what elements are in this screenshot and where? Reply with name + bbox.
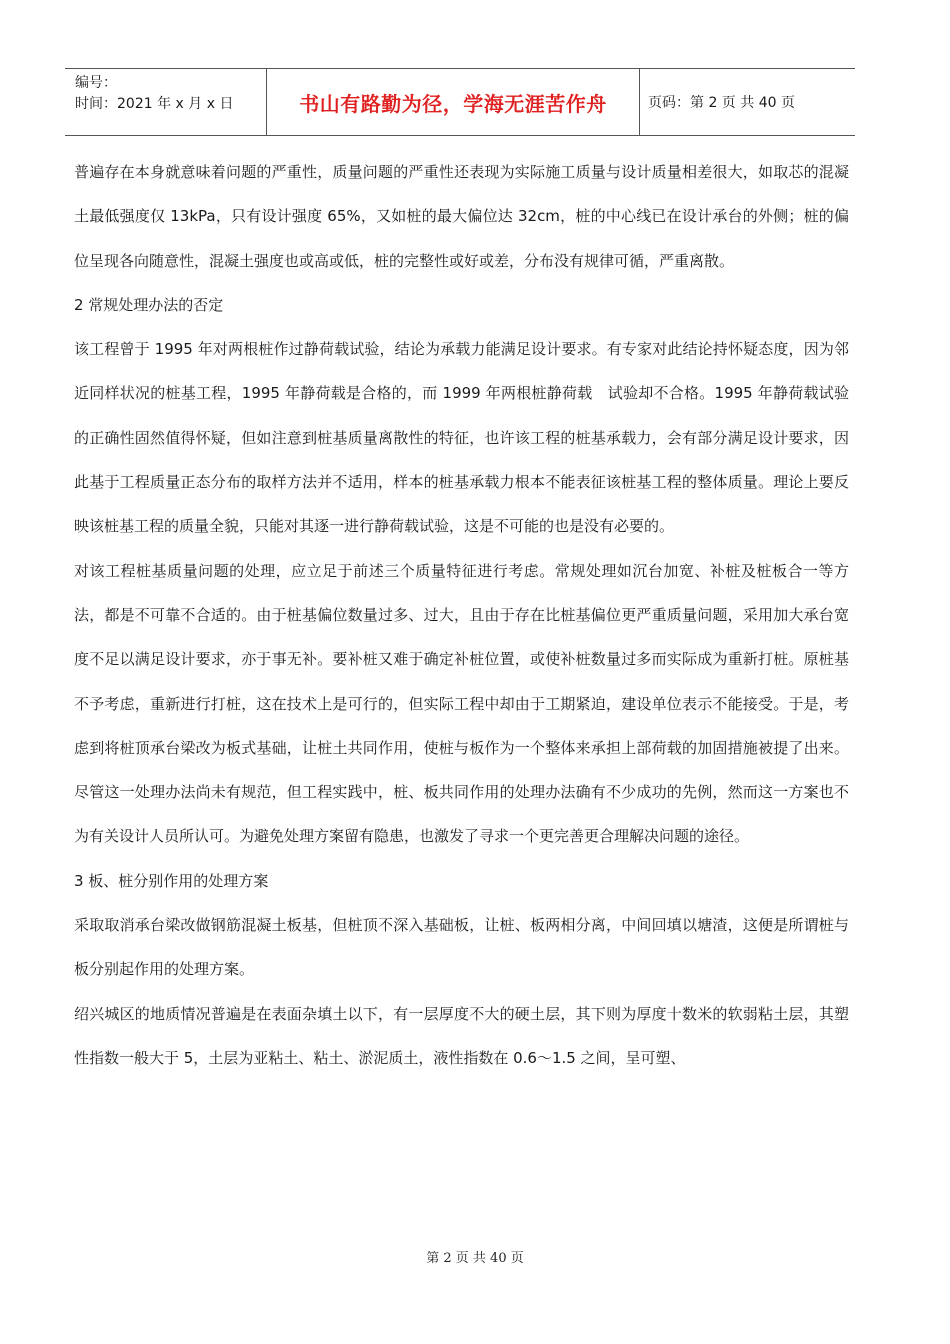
page-footer (0, 1247, 950, 1266)
body-paragraph: 该工程曾于 1995 年对两根桩作过静荷载试验，结论为承载力能满足设计要求。有专家对此结论持怀疑态度，因为邻近同样状况的桩基工程，1995 年静荷载是合格的，而 1999 年两根桩静荷载 试验却不合格。1995 年静荷载试验的正确性固然值得怀疑，但如注意到桩基质量离散性的特征，也许该工程的桩基承载力，会有部分满足设计要求，因此基于工程质量正态分布的取样方法并不适用，样本的桩基承载力根本不能表征该桩基工程的整体质量。理论上要反映该桩基工程的质量全貌，只能对其逐一进行静荷载试验，这是不可能的也是没有必要的。 (74, 340, 849, 536)
motto-text: 书山有路勤为径，学海无涯苦作舟 (299, 91, 607, 116)
body-paragraph: 对该工程桩基质量问题的处理，应立足于前述三个质量特征进行考虑。常规处理如沉台加宽、补桩及桩板合一等方法，都是不可靠不合适的。由于桩基偏位数量过多、过大，且由于存在比桩基偏位更严重质量问题，采用加大承台宽度不足以满足设计要求，亦于事无补。要补桩又难于确定补桩位置，或使补桩数量过多而实际成为重新打桩。原桩基不予考虑，重新进行打桩，这在技术上是可行的，但实际工程中却由于工期紧迫，建设单位表示不能接受。于是，考虑到将桩顶承台梁改为板式基础，让桩土共同作用，使桩与板作为一个整体来承担上部荷载的加固措施被提了出来。尽管这一处理办法尚未有规范，但工程实践中，桩、板共同作用的处理办法确有不少成功的先例，然而这一方案也不为有关设计人员所认可。为避免处理方案留有隐患，也激发了寻求一个更完善更合理解决问题的途径。 (74, 561, 849, 846)
document-body (74, 150, 849, 1080)
document-time: 时间：2021 年 x 月 x 日 (75, 96, 234, 112)
body-paragraph: 绍兴城区的地质情况普遍是在表面杂填土以下，有一层厚度不大的硬土层，其下则为厚度十数米的软弱粘土层，其塑性指数一般大于 5，土层为亚粘土、粘土、淤泥质土，液性指数在 0.6～1.5 之间，呈可塑、 (74, 1004, 849, 1067)
document-number: 编号： (75, 75, 117, 91)
header-motto (266, 69, 640, 135)
section-heading: 2 常规处理办法的否定 (74, 295, 224, 314)
header-meta (65, 69, 266, 135)
body-paragraph: 采取取消承台梁改做钢筋混凝土板基，但桩顶不深入基础板，让桩、板两相分离，中间回填以塘渣，这便是所谓桩与板分别起作用的处理方案。 (74, 916, 849, 979)
header-page-info (640, 69, 855, 135)
document-header (65, 68, 855, 136)
footer-page-number: 第 2 页 共 40 页 (426, 1251, 524, 1266)
page-label: 页码：第 2 页 共 40 页 (648, 95, 795, 111)
section-heading: 3 板、桩分别作用的处理方案 (74, 871, 269, 890)
body-paragraph: 普遍存在本身就意味着问题的严重性，质量问题的严重性还表现为实际施工质量与设计质量相差很大，如取芯的混凝土最低强度仅 13kPa，只有设计强度 65%，又如桩的最大偏位达 32cm，桩的中心线已在设计承台的外侧；桩的偏位呈现各向随意性，混凝土强度也或高或低，桩的完整性或好或差，分布没有规律可循，严重离散。 (74, 163, 849, 270)
